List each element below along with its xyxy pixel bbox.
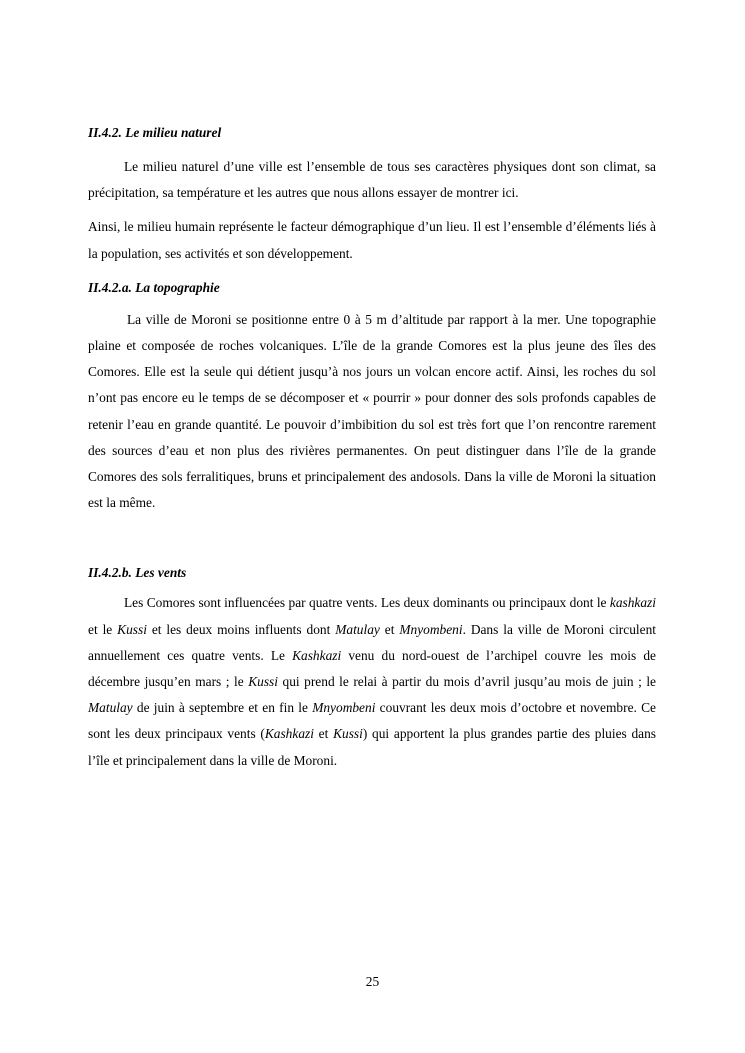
- section-heading-milieu-naturel: II.4.2. Le milieu naturel: [88, 125, 222, 140]
- text-run: et: [379, 621, 400, 637]
- text-run: qui prend le relai à partir du mois d’avril jusqu’au mois de juin ; le: [277, 674, 656, 690]
- wind-name-mnyombeni: Mnyombeni: [312, 700, 376, 716]
- paragraph-topographie: La ville de Moroni se positionne entre 0 à 5 m d’altitude par rapport à la mer. Une topographie plaine et composée de roches volcaniques. L’île de la grande Comores est la plus jeune des îles des Comores. Elle est la seule qui détient jusqu’à nos jours un volcan encore actif. Ainsi, les roches du sol n’ont pas encore eu le temps de se décomposer et « pourrir » pour donner des sols profonds capables de retenir l’eau en grande quantité. Le pouvoir d’imbibition du sol est très fort que l’on rencontre rarement des sources d’eau et non plus des rivières permanentes. On peut distinguer dans l’île de la grande Comores des sols ferralitiques, bruns et principalement des andosols. Dans la ville de Moroni la situation est la même.: [88, 311, 656, 511]
- wind-name-mnyombeni: Mnyombeni: [399, 621, 463, 637]
- page-number: 25: [365, 974, 380, 989]
- text-run: . Dans la ville de Moroni circulent annuellement ces quatre vents. Le: [88, 621, 656, 663]
- text-run: et: [313, 726, 334, 742]
- wind-name-kussi: Kussi: [248, 674, 278, 690]
- text-run: Les Comores sont influencées par quatre vents. Les deux dominants ou principaux dont le: [124, 595, 610, 611]
- document-page: [88, 120, 656, 774]
- wind-name-matulay: Matulay: [88, 700, 133, 716]
- wind-name-kashkazi: kashkazi: [609, 595, 656, 611]
- section-heading-vents: II.4.2.b. Les vents: [88, 565, 187, 581]
- wind-name-matulay: Matulay: [335, 621, 380, 637]
- text-run: de juin à septembre et en fin le: [132, 700, 313, 716]
- wind-name-kussi: Kussi: [333, 726, 363, 742]
- text-run: venu du nord-ouest de l’archipel couvre les mois de décembre jusqu’en mars ; le: [88, 647, 657, 690]
- text-run: ) qui apportent la plus grandes partie des pluies dans l’île et principalement dans la ville de Moroni.: [88, 726, 657, 768]
- wind-name-kussi: Kussi: [117, 621, 147, 637]
- paragraph-milieu-naturel: Le milieu naturel d’une ville est l’ensemble de tous ses caractères physiques dont son climat, sa précipitation, sa température et les autres que nous allons essayer de montrer ici.: [88, 159, 656, 201]
- text-run: et le: [88, 621, 118, 637]
- paragraph-milieu-humain: Ainsi, le milieu humain représente le facteur démographique d’un lieu. Il est l’ensemble d’éléments liés à la population, ses activités et son développement.: [88, 219, 656, 261]
- wind-name-kashkazi: Kashkazi: [292, 647, 342, 663]
- section-heading-topographie: II.4.2.a. La topographie: [88, 279, 220, 295]
- text-run: et les deux moins influents dont: [146, 621, 336, 637]
- paragraph-vents: [88, 590, 656, 773]
- text-run: couvrant les deux mois d’octobre et novembre. Ce sont les deux principaux vents (: [88, 700, 656, 742]
- wind-name-kashkazi: Kashkazi: [264, 726, 314, 742]
